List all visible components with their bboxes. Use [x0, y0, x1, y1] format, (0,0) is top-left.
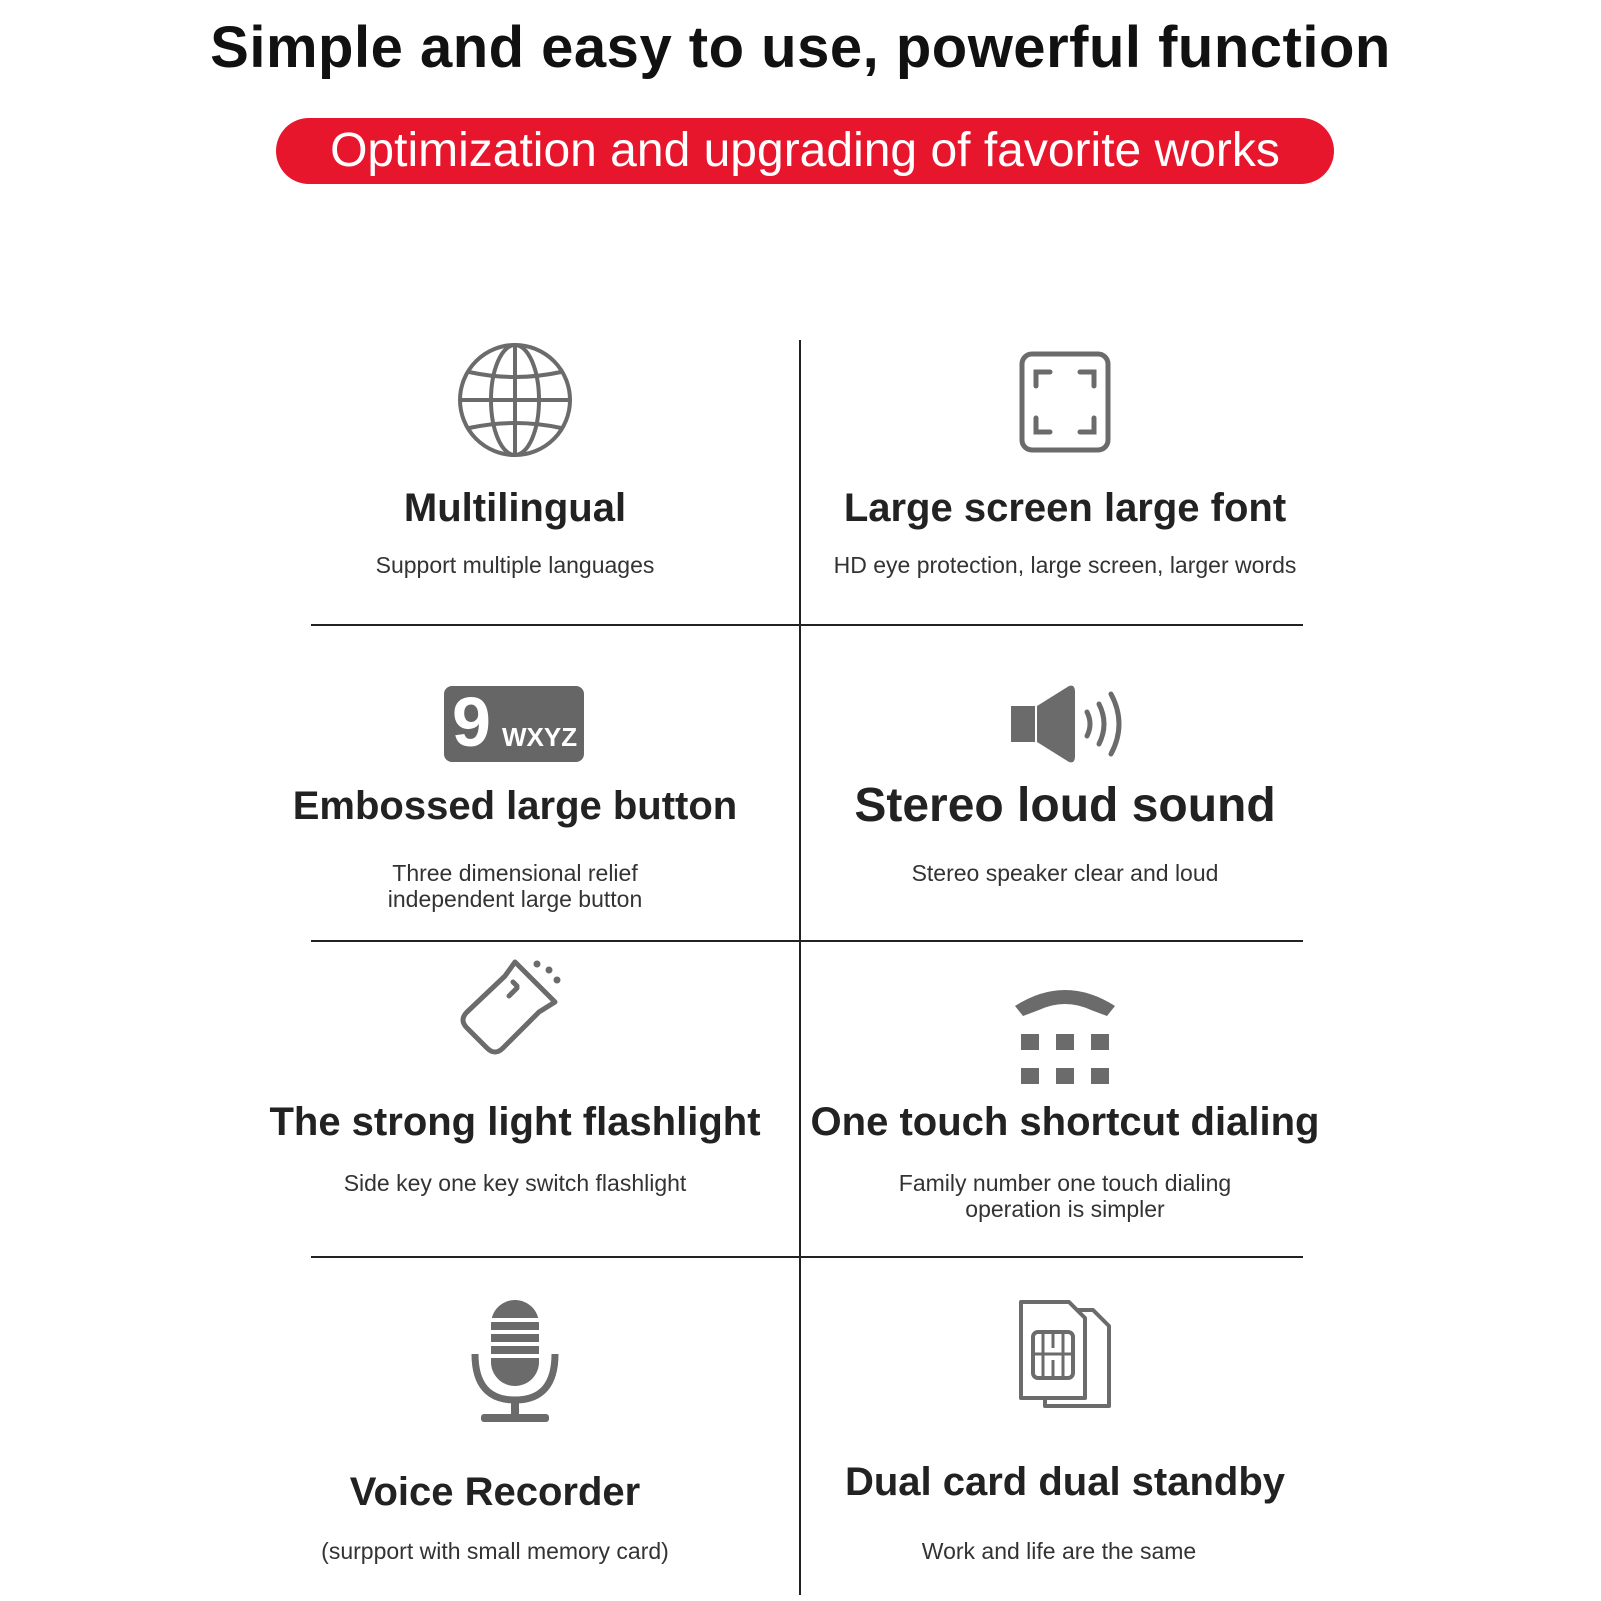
keypad-letters: WXYZ	[502, 722, 578, 752]
feature-embossed-button	[195, 628, 835, 938]
feature-large-screen	[745, 340, 1385, 620]
feature-multilingual	[195, 340, 835, 620]
feature-description: Work and life are the same	[921, 1538, 1197, 1564]
feature-description: (surpport with small memory card)	[321, 1538, 669, 1564]
feature-shortcut-dialing	[745, 944, 1385, 1254]
globe-icon	[455, 340, 575, 460]
screen-frame-icon	[1018, 350, 1112, 454]
flashlight-icon	[453, 952, 577, 1068]
feature-title: Multilingual	[403, 486, 627, 530]
feature-description: Support multiple languages	[375, 552, 655, 578]
feature-description: HD eye protection, large screen, larger words	[833, 552, 1297, 578]
feature-title: Embossed large button	[292, 784, 738, 828]
feature-title: Stereo loud sound	[854, 779, 1276, 832]
speaker-icon	[1007, 682, 1127, 766]
feature-title: Dual card dual standby	[844, 1460, 1286, 1504]
feature-title: Large screen large font	[843, 486, 1287, 530]
feature-stereo-sound	[745, 628, 1385, 938]
feature-flashlight	[195, 944, 835, 1254]
feature-description: operation is simpler	[965, 1196, 1165, 1222]
feature-description: independent large button	[387, 886, 643, 912]
feature-description: Family number one touch dialing	[898, 1170, 1232, 1196]
row-divider	[311, 624, 1303, 626]
feature-description: Three dimensional relief	[392, 860, 638, 886]
feature-description: Side key one key switch flashlight	[343, 1170, 687, 1196]
feature-title: One touch shortcut dialing	[810, 1100, 1320, 1144]
feature-title: The strong light flashlight	[269, 1100, 761, 1144]
phone-keypad-icon	[1011, 980, 1119, 1090]
row-divider	[311, 1256, 1303, 1258]
page-title: Simple and easy to use, powerful function	[210, 15, 1391, 80]
feature-title: Voice Recorder	[349, 1470, 641, 1514]
row-divider	[311, 940, 1303, 942]
keypad-digit: 9	[452, 683, 491, 761]
feature-dual-card	[745, 1260, 1385, 1590]
feature-description: Stereo speaker clear and loud	[911, 860, 1219, 886]
keypad-button-icon	[444, 683, 584, 762]
microphone-icon	[469, 1298, 561, 1426]
sim-card-icon	[1017, 1300, 1113, 1410]
banner: Optimization and upgrading of favorite works	[276, 118, 1334, 184]
